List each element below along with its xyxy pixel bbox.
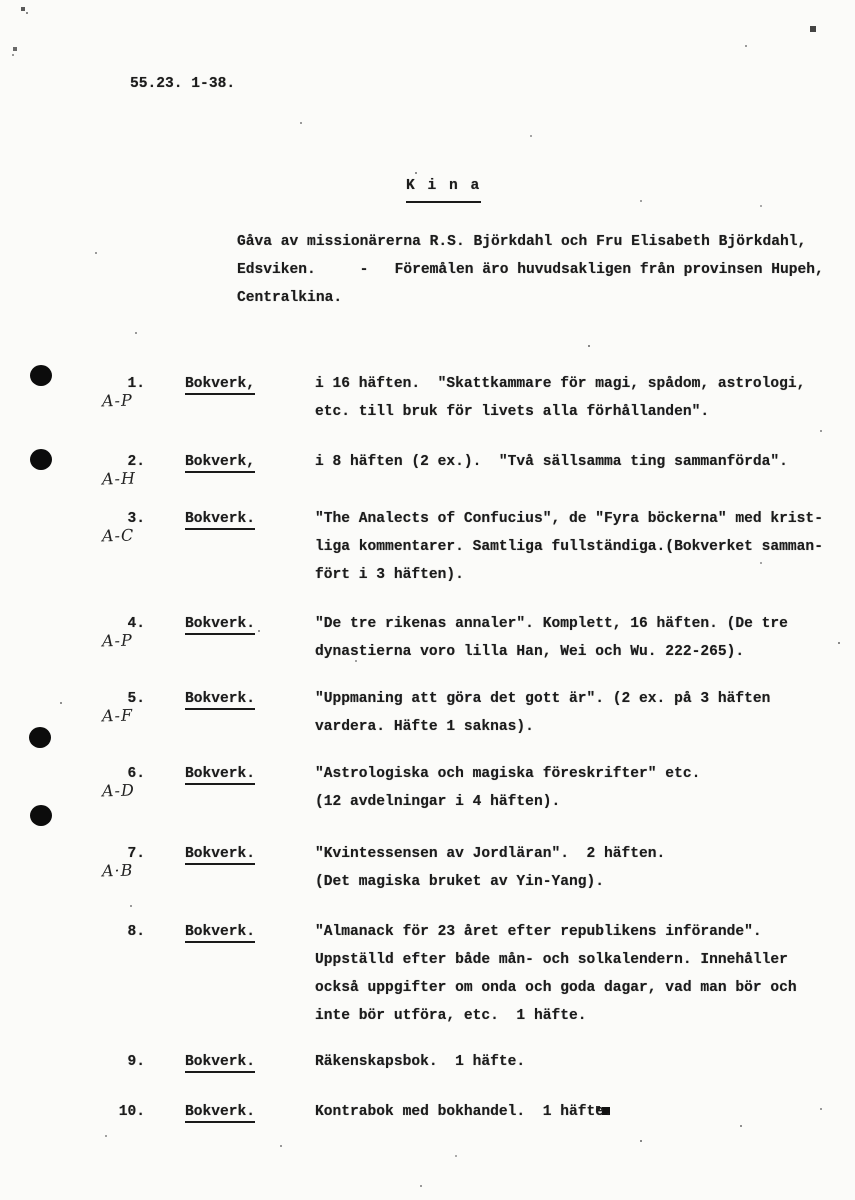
item-description-line: "The Analects of Confucius", de "Fyra böckerna" med krist- — [315, 511, 823, 527]
item-type-label: Bokverk, — [185, 376, 255, 395]
item-description — [315, 370, 855, 426]
item-type-label: Bokverk. — [185, 924, 255, 943]
catalog-item — [0, 370, 855, 426]
catalog-item — [0, 685, 855, 741]
catalog-item — [0, 448, 855, 489]
item-description-line: dynastierna voro lilla Han, Wei och Wu. 222-265). — [315, 644, 745, 660]
item-description-line: "Almanack för 23 året efter republikens införande". — [315, 924, 762, 940]
catalog-item — [0, 1048, 855, 1076]
item-number: 3. — [127, 511, 145, 527]
intro-line: Centralkina. — [237, 290, 343, 306]
item-description-line: liga kommentarer. Samtliga fullständiga.(Bokverket samman- — [315, 539, 823, 555]
item-number: 2. — [127, 454, 145, 470]
item-type-label: Bokverk. — [185, 1054, 255, 1073]
catalog-item — [0, 1098, 855, 1126]
item-number: 10. — [118, 1104, 145, 1120]
catalog-item — [0, 918, 855, 1030]
item-type-label: Bokverk. — [185, 511, 255, 530]
item-annotation-handwritten: A-H — [101, 468, 137, 489]
item-type-label: Bokverk. — [185, 766, 255, 785]
item-description-line: (12 avdelningar i 4 häften). — [315, 794, 561, 810]
item-number: 9. — [127, 1054, 145, 1070]
item-description — [315, 685, 855, 741]
page-title: K i n a — [406, 172, 481, 203]
item-annotation-handwritten: A-C — [101, 525, 135, 546]
item-type-label: Bokverk, — [185, 454, 255, 473]
intro-paragraph — [237, 228, 824, 312]
item-description — [315, 918, 855, 1030]
item-description-line: "Uppmaning att göra det gott är". (2 ex. på 3 häften — [315, 691, 771, 707]
item-number: 6. — [127, 766, 145, 782]
item-type-label: Bokverk. — [185, 846, 255, 865]
catalog-item — [0, 760, 855, 816]
item-description-line: vardera. Häfte 1 saknas). — [315, 719, 534, 735]
item-annotation-handwritten: A-P — [101, 630, 133, 651]
item-description — [315, 760, 855, 816]
item-description-line: Kontrabok med bokhandel. 1 häfte. — [315, 1104, 613, 1120]
catalog-item — [0, 610, 855, 666]
item-description — [315, 448, 855, 476]
item-description-line: "Kvintessensen av Jordläran". 2 häften. — [315, 846, 666, 862]
scan-noise-specks — [0, 0, 2, 2]
item-number: 4. — [127, 616, 145, 632]
intro-line: Edsviken. - Föremålen äro huvudsakligen från provinsen Hupeh, — [237, 262, 824, 278]
intro-line: Gåva av missionärerna R.S. Björkdahl och Fru Elisabeth Björkdahl, — [237, 234, 807, 250]
item-annotation-handwritten: A·B — [101, 860, 134, 881]
item-number: 7. — [127, 846, 145, 862]
item-description — [315, 1048, 855, 1076]
item-description-line: fört i 3 häften). — [315, 567, 464, 583]
item-description — [315, 1098, 855, 1126]
item-description — [315, 840, 855, 896]
item-number: 1. — [127, 376, 145, 392]
catalog-item — [0, 840, 855, 896]
item-description-line: i 8 häften (2 ex.). "Två sällsamma ting sammanförda". — [315, 454, 788, 470]
item-description — [315, 505, 855, 589]
item-type-label: Bokverk. — [185, 616, 255, 635]
item-number: 5. — [127, 691, 145, 707]
item-annotation-handwritten: A-F — [101, 705, 134, 726]
item-description-line: också uppgifter om onda och goda dagar, vad man bör och — [315, 980, 797, 996]
item-description-line: "De tre rikenas annaler". Komplett, 16 häften. (De tre — [315, 616, 788, 632]
item-type-label: Bokverk. — [185, 1104, 255, 1123]
catalog-item-list — [0, 370, 855, 1126]
item-description-line: i 16 häften. "Skattkammare för magi, spådom, astrologi, — [315, 376, 806, 392]
item-type-label: Bokverk. — [185, 691, 255, 710]
item-annotation-handwritten: A-D — [101, 780, 136, 801]
archive-reference: 55.23. 1-38. — [130, 76, 236, 92]
item-description-line: Räkenskapsbok. 1 häfte. — [315, 1054, 526, 1070]
item-description-line: "Astrologiska och magiska föreskrifter" etc. — [315, 766, 701, 782]
item-number: 8. — [127, 924, 145, 940]
item-description-line: Uppställd efter både mån- och solkalendern. Innehåller — [315, 952, 788, 968]
item-description-line: inte bör utföra, etc. 1 häfte. — [315, 1008, 587, 1024]
item-description — [315, 610, 855, 666]
catalog-item — [0, 505, 855, 589]
item-description-line: etc. till bruk för livets alla förhållanden". — [315, 404, 710, 420]
item-annotation-handwritten: A-P — [101, 390, 133, 411]
item-description-line: (Det magiska bruket av Yin-Yang). — [315, 874, 605, 890]
